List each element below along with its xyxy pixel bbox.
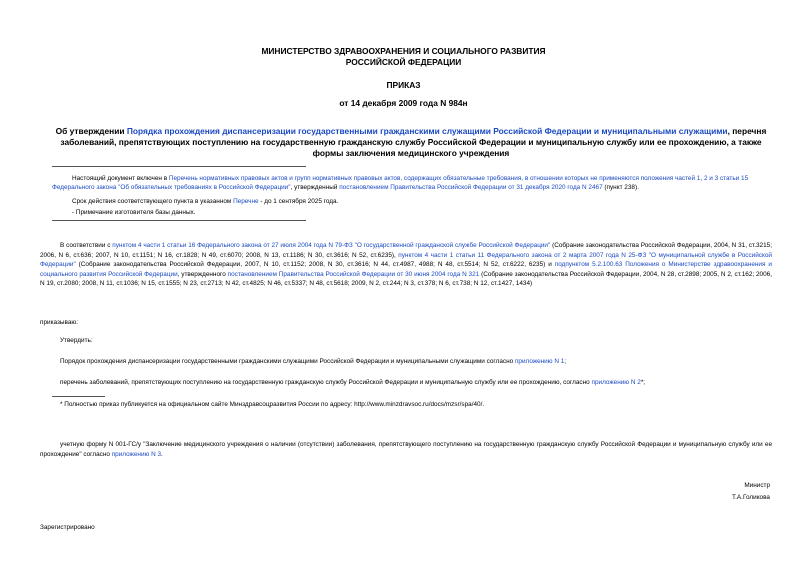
item-1-end: ;	[564, 358, 567, 365]
item-2	[40, 378, 772, 388]
preamble-text-d: , утвержденного	[177, 270, 228, 278]
notice-p2-text-a: Срок действия соответствующего пункта в указанном	[72, 198, 234, 205]
ministry-name-line2: РОССИЙСКОЙ ФЕДЕРАЦИИ	[345, 57, 462, 67]
preamble-text-b: (Собрание законодательства Российской Федерации, 2004, N 31, ст.3215; 2006, N 6, ст.636; 2007, N 10, ст.1151; N 16, ст.1828; N 49, ст.6070; 2008, N 13, ст.1186; N 30, ст.3616; N 52, ст.6235),	[40, 242, 772, 259]
item-3	[40, 440, 772, 459]
notice-text-b: , утвержденный	[290, 184, 340, 192]
item-2-end: *;	[640, 379, 646, 386]
preamble-paragraph	[40, 241, 772, 289]
document-date: от 14 декабря 2009 года N 984н	[339, 98, 468, 108]
item-2-text: перечень заболеваний, препятствующих поступлению на государственную гражданскую службу Российской Федерации и муниципальную службу или ее прохождению, согласно	[60, 379, 592, 386]
notice-link-perechen[interactable]: Перечень нормативных правовых актов и групп нормативных правовых актов, содержащих обязательные требования, в отношении которых не применяются положения частей 1, 2 и 3 статьи 15 Федерального закона "Об обязательных требованиях в Российской Федерации"	[52, 175, 749, 192]
preamble-link-79fz[interactable]: пунктом 4 части 1 статьи 16 Федерального закона от 27 июля 2004 года N 79-ФЗ "О государственной гражданской службе Российской Федерации"	[112, 242, 551, 249]
order-word: приказываю:	[40, 319, 78, 326]
notice-text-a: Настоящий документ включен в	[72, 175, 169, 182]
footnote	[40, 400, 772, 410]
document-title	[52, 126, 770, 159]
title-prefix: Об утверждении	[55, 126, 127, 136]
item-3-end: .	[161, 450, 163, 458]
title-link-procedure[interactable]: Порядка прохождения диспансеризации государственными гражданскими служащими Российской Федерации и муниципальными служащими	[126, 126, 728, 136]
notice-link-postanovlenie[interactable]: постановлением Правительства Российской Федерации от 31 декабря 2020 года N 2467	[339, 184, 603, 192]
notice-paragraph-2	[52, 197, 770, 206]
notice-text-c: (пункт 238).	[602, 184, 639, 192]
signature-position: Министр	[744, 482, 770, 489]
preamble-link-polozhenie[interactable]: подпунктом 5.2.100.63 Положения о Министерстве здравоохранения и социального развития Российской Федерации	[40, 261, 772, 278]
preamble-text-a: В соответствии с	[60, 242, 113, 249]
item-3-link-appendix-3[interactable]: приложению N 3	[111, 450, 162, 458]
notice-paragraph-3	[52, 208, 770, 217]
item-2-link-appendix-2[interactable]: приложению N 2	[591, 379, 641, 386]
approve-label: Утвердить:	[60, 337, 93, 344]
footnote-text: * Полностью приказ публикуется на официальном сайте Минздравсоцразвития России по адресу: http://www.minzdravsoc.ru/docs/mzsr/spa/40/.	[60, 401, 485, 408]
notice-p2-text-b: - до 1 сентября 2025 года.	[258, 198, 339, 205]
preamble-text-c: (Собрание законодательства Российской Федерации, 2007, N 10, ст.1152; 2008, N 30, ст.3616; N 44, ст.4987, 4988; N 48, ст.5514; N 52, ст.6222, 6235) и	[75, 261, 555, 268]
notice-link-perechne[interactable]: Перечне	[233, 198, 259, 205]
item-1	[40, 357, 772, 367]
preamble-link-postanovlenie-321[interactable]: постановлением Правительства Российской Федерации от 30 июня 2004 года N 321	[227, 270, 480, 278]
title-rest: , перечня заболеваний, препятствующих поступлению на государственную гражданскую службу Российской Федерации и муниципальную службу или ее прохождению, а также формы заключения медицинского учреждения	[60, 126, 767, 158]
preamble-text-e: (Собрание законодательства Российской Федерации, 2004, N 28, ст.2898; 2005, N 2, ст.162; 2006, N 19, ст.2080; 2008, N 11, ст.1036; N 15, ст.1555; N 23, ст.2713; N 42, ст.4825; N 46, ст.5337; N 48, ст.5618; 2009, N 2, ст.244; N 3, ст.378; N 6, ст.738; N 12, ст.1427, 1434)	[40, 270, 772, 287]
footnote-divider	[52, 396, 105, 397]
item-1-link-appendix-1[interactable]: приложению N 1	[514, 358, 565, 365]
registered-label: Зарегистрировано	[40, 524, 95, 531]
document-type: ПРИКАЗ	[386, 80, 421, 90]
item-1-text: Порядок прохождения диспансеризации государственными гражданскими служащими Российской Федерации и муниципальными служащими согласно	[60, 358, 515, 365]
ministry-name-line1: МИНИСТЕРСТВО ЗДРАВООХРАНЕНИЯ И СОЦИАЛЬНОГО РАЗВИТИЯ	[261, 46, 546, 56]
divider-bottom	[52, 220, 306, 221]
preamble-link-25fz[interactable]: пунктом 4 части 1 статьи 11 Федерального закона от 2 марта 2007 года N 25-ФЗ "О муниципальной службе в Российской Федерации"	[40, 251, 772, 268]
notice-db-note: - Примечание изготовителя базы данных.	[72, 209, 196, 216]
divider-top	[52, 166, 306, 167]
item-3-text: учетную форму N 001-ГС/у "Заключение медицинского учреждения о наличии (отсутствии) заболевания, препятствующего поступлению на государственную гражданскую службу Российской Федерации и муниципальную службу или ее прохождение" согласно	[40, 441, 772, 458]
signature-name: Т.А.Голикова	[731, 494, 770, 501]
notice-paragraph-1	[52, 174, 770, 192]
